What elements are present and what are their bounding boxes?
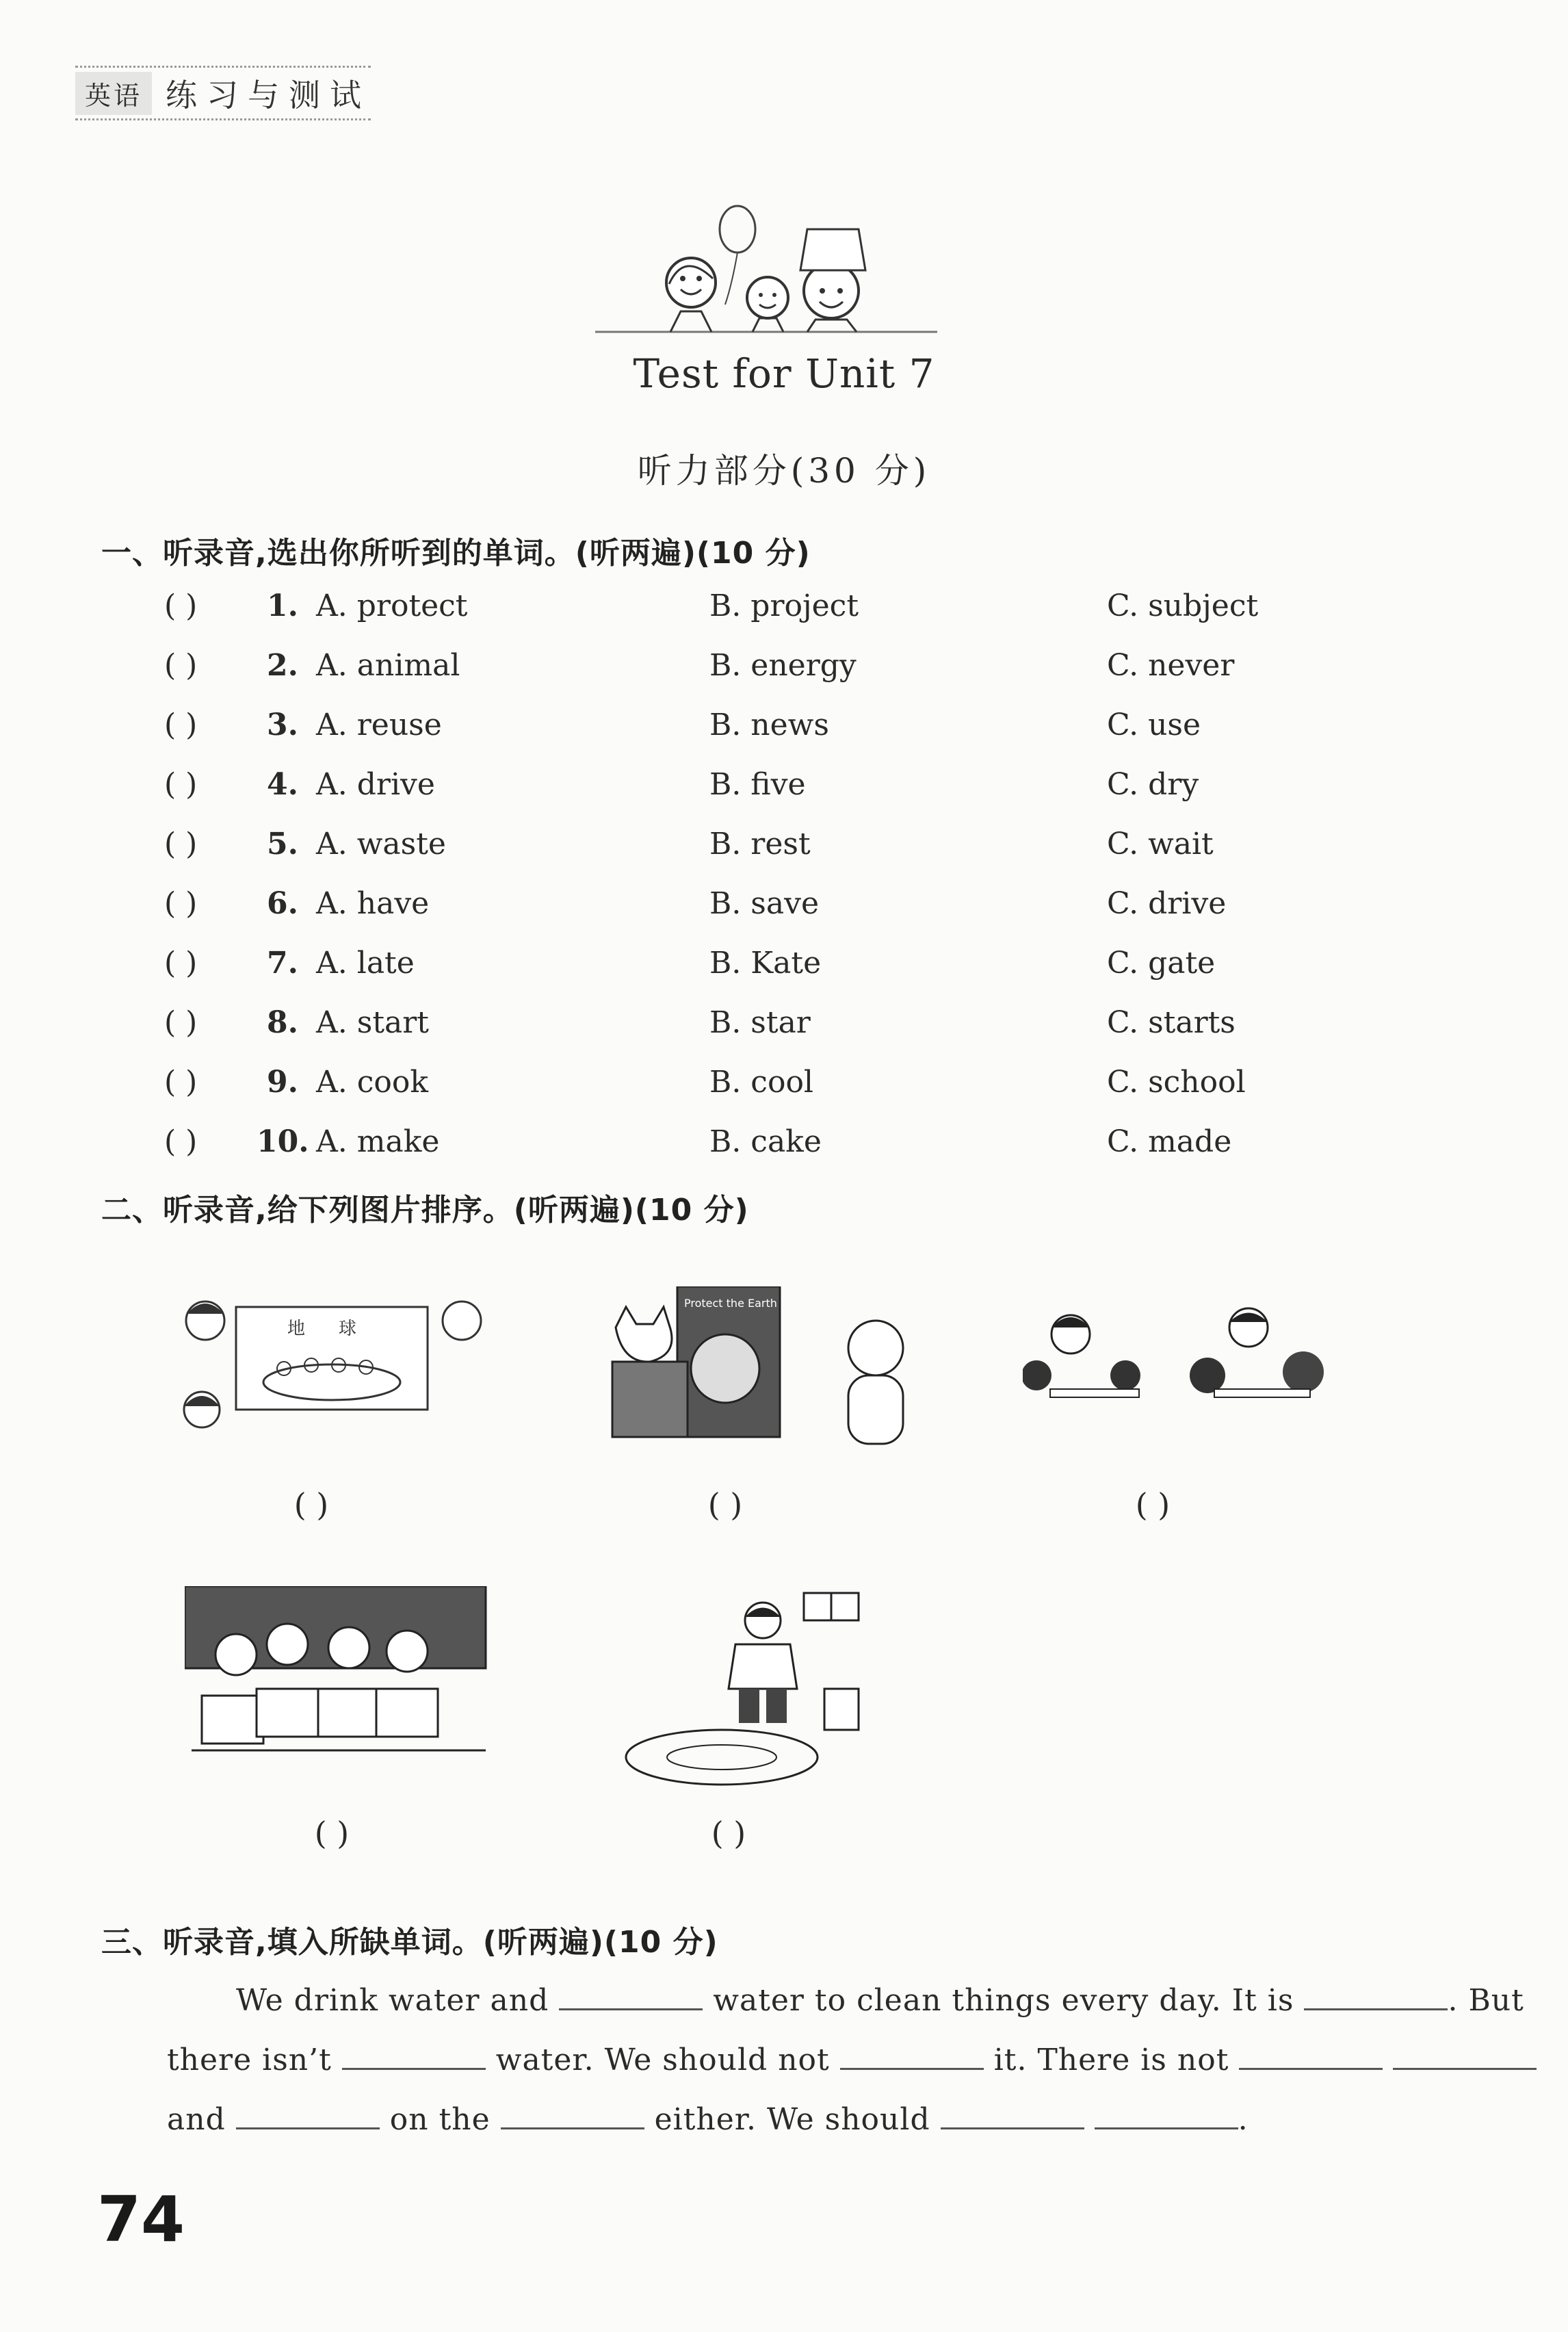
section1-heading: 一、听录音,选出你所听到的单词。(听两遍)(10 分) bbox=[101, 536, 811, 571]
option-a: A. start bbox=[316, 1005, 429, 1040]
option-a: A. cook bbox=[316, 1065, 429, 1100]
answer-bracket[interactable]: ( ) bbox=[164, 708, 198, 742]
question-number: 5. bbox=[267, 827, 298, 861]
blank-field[interactable] bbox=[1304, 1981, 1448, 2010]
question-row bbox=[164, 588, 1464, 636]
girl-watering-picture bbox=[619, 1586, 886, 1791]
blank-field[interactable] bbox=[1393, 2041, 1537, 2070]
option-b: B. star bbox=[709, 1005, 811, 1040]
blank-field[interactable] bbox=[559, 1981, 703, 2010]
option-c: C. use bbox=[1107, 708, 1201, 742]
earth-label-left: 地 bbox=[287, 1319, 306, 1339]
option-c: C. wait bbox=[1107, 827, 1214, 861]
answer-bracket[interactable]: ( ) bbox=[164, 1124, 198, 1159]
kids-illustration bbox=[588, 202, 944, 339]
earth-label-right: 球 bbox=[339, 1319, 357, 1339]
question-number: 6. bbox=[267, 886, 298, 921]
passage-line-3 bbox=[167, 2100, 1249, 2137]
kids-reading-picture bbox=[185, 1586, 493, 1791]
part-title: 听力部分(30 分) bbox=[637, 451, 931, 491]
blank-field[interactable] bbox=[501, 2100, 644, 2129]
question-row bbox=[164, 946, 1464, 994]
option-c: C. made bbox=[1107, 1124, 1232, 1159]
protect-earth-picture bbox=[588, 1286, 910, 1458]
option-c: C. dry bbox=[1107, 767, 1199, 802]
passage-text: water. We should not bbox=[495, 2043, 830, 2077]
option-b: B. news bbox=[709, 708, 829, 742]
question-row bbox=[164, 1065, 1464, 1113]
question-number: 8. bbox=[267, 1005, 298, 1040]
answer-bracket[interactable]: ( ) bbox=[164, 767, 198, 802]
blank-field[interactable] bbox=[1239, 2041, 1383, 2070]
option-b: B. Kate bbox=[709, 946, 822, 981]
question-row bbox=[164, 648, 1464, 696]
section3-heading: 三、听录音,填入所缺单词。(听两遍)(10 分) bbox=[101, 1925, 718, 1960]
option-a: A. protect bbox=[316, 588, 468, 623]
option-c: C. never bbox=[1107, 648, 1235, 683]
option-b: B. cake bbox=[709, 1124, 822, 1159]
kids-discussing-picture bbox=[1023, 1300, 1337, 1437]
option-c: C. gate bbox=[1107, 946, 1216, 981]
option-c: C. subject bbox=[1107, 588, 1259, 623]
option-b: B. project bbox=[709, 588, 859, 623]
passage-text: We drink water and bbox=[236, 1983, 549, 2018]
blank-field[interactable] bbox=[1095, 2100, 1238, 2129]
question-number: 3. bbox=[267, 708, 298, 742]
passage-line-1 bbox=[236, 1981, 1524, 2018]
option-c: C. drive bbox=[1107, 886, 1227, 921]
option-b: B. cool bbox=[709, 1065, 814, 1100]
passage-text: . But bbox=[1448, 1983, 1524, 2018]
answer-bracket[interactable]: ( ) bbox=[164, 827, 198, 861]
answer-bracket[interactable]: ( ) bbox=[164, 1065, 198, 1100]
picture-answer-bracket[interactable]: ( ) bbox=[711, 1815, 746, 1852]
section2-heading: 二、听录音,给下列图片排序。(听两遍)(10 分) bbox=[101, 1193, 749, 1228]
header-series: 练习与测试 bbox=[166, 77, 371, 114]
passage-text: and bbox=[167, 2102, 226, 2137]
passage-text: it. There is not bbox=[993, 2043, 1229, 2077]
option-c: C. starts bbox=[1107, 1005, 1236, 1040]
option-a: A. late bbox=[316, 946, 415, 981]
earth-poster-picture bbox=[174, 1286, 496, 1451]
blank-field[interactable] bbox=[236, 2100, 380, 2129]
passage-text: there isn’t bbox=[167, 2043, 332, 2077]
question-row bbox=[164, 1124, 1464, 1172]
answer-bracket[interactable]: ( ) bbox=[164, 1005, 198, 1040]
blank-field[interactable] bbox=[840, 2041, 984, 2070]
option-a: A. reuse bbox=[316, 708, 442, 742]
answer-bracket[interactable]: ( ) bbox=[164, 946, 198, 981]
passage-text: water to clean things every day. It is bbox=[713, 1983, 1294, 2018]
option-b: B. save bbox=[709, 886, 820, 921]
question-row bbox=[164, 1005, 1464, 1053]
option-c: C. school bbox=[1107, 1065, 1246, 1100]
question-row bbox=[164, 767, 1464, 815]
answer-bracket[interactable]: ( ) bbox=[164, 886, 198, 921]
option-a: A. have bbox=[316, 886, 430, 921]
question-number: 7. bbox=[267, 946, 298, 981]
picture-answer-bracket[interactable]: ( ) bbox=[293, 1486, 329, 1523]
page-title: Test for Unit 7 bbox=[633, 350, 935, 397]
passage-text: . bbox=[1238, 2102, 1249, 2137]
question-number: 9. bbox=[267, 1065, 298, 1100]
question-number: 4. bbox=[267, 767, 298, 802]
option-a: A. animal bbox=[316, 648, 460, 683]
picture-answer-bracket[interactable]: ( ) bbox=[1135, 1486, 1171, 1523]
blank-field[interactable] bbox=[342, 2041, 486, 2070]
header-tag bbox=[75, 66, 371, 120]
question-number: 10. bbox=[257, 1124, 309, 1159]
picture-answer-bracket[interactable]: ( ) bbox=[707, 1486, 743, 1523]
question-row bbox=[164, 886, 1464, 934]
poster-title: Protect the Earth bbox=[684, 1297, 777, 1310]
option-a: A. make bbox=[316, 1124, 440, 1159]
answer-bracket[interactable]: ( ) bbox=[164, 648, 198, 683]
question-row bbox=[164, 827, 1464, 875]
answer-bracket[interactable]: ( ) bbox=[164, 588, 198, 623]
option-b: B. rest bbox=[709, 827, 811, 861]
option-a: A. waste bbox=[316, 827, 446, 861]
picture-answer-bracket[interactable]: ( ) bbox=[314, 1815, 350, 1852]
header-subject: 英语 bbox=[75, 72, 152, 115]
question-number: 2. bbox=[267, 648, 298, 683]
option-b: B. energy bbox=[709, 648, 857, 683]
option-a: A. drive bbox=[316, 767, 435, 802]
passage-line-2 bbox=[167, 2041, 1537, 2077]
option-b: B. five bbox=[709, 767, 806, 802]
passage-text: on the bbox=[389, 2102, 491, 2137]
question-row bbox=[164, 708, 1464, 755]
page-number: 74 bbox=[97, 2183, 185, 2256]
passage-text: either. We should bbox=[654, 2102, 930, 2137]
question-number: 1. bbox=[267, 588, 298, 623]
blank-field[interactable] bbox=[941, 2100, 1084, 2129]
